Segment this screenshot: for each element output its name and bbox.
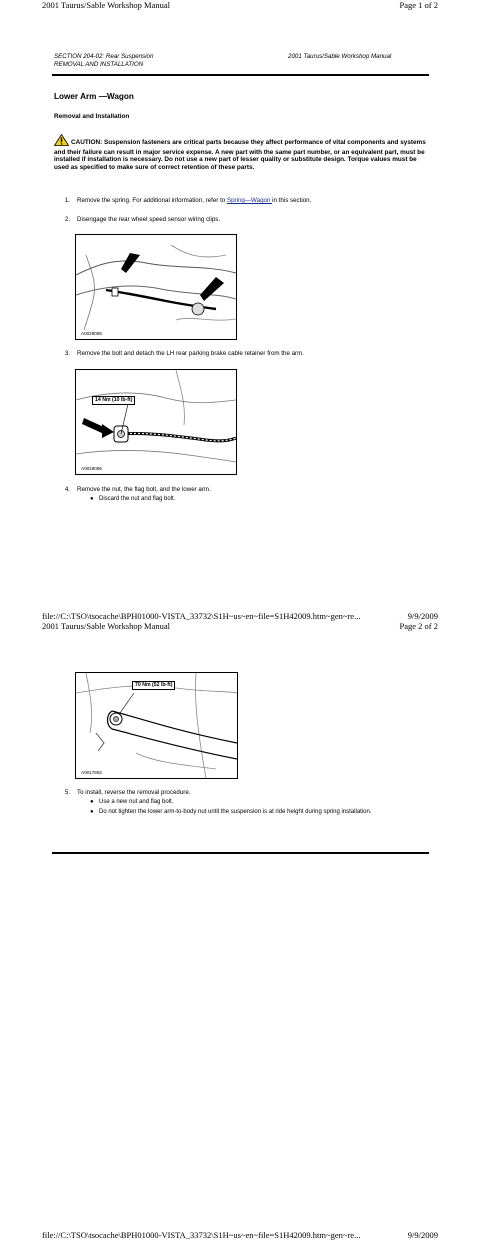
figure-parking-brake-cable-retainer bbox=[75, 369, 237, 475]
step-5-bullet-1 bbox=[90, 799, 420, 806]
section-header bbox=[54, 53, 153, 69]
bottom-divider bbox=[52, 852, 429, 854]
step-1 bbox=[56, 197, 426, 205]
page2-header-left: 2001 Taurus/Sable Workshop Manual bbox=[42, 621, 171, 631]
bullet-icon: ● bbox=[90, 496, 94, 502]
step-1-number: 1. bbox=[64, 197, 70, 204]
step-5-bullet-1-text: Use a new nut and flag bolt. bbox=[99, 799, 174, 805]
step-4-bullet-1 bbox=[90, 496, 420, 503]
page1-footer-date: 9/9/2009 bbox=[407, 611, 438, 621]
step-4-bullet-1-text: Discard the nut and flag bolt. bbox=[99, 496, 176, 502]
step-5-bullet-2 bbox=[90, 809, 420, 816]
step-3-text: Remove the bolt and detach the LH rear parking brake cable retainer from the arm. bbox=[77, 350, 304, 357]
page1-header-right: Page 1 of 2 bbox=[399, 0, 438, 10]
step-5-bullet-2-text: Do not tighten the lower arm-to-body nut until the suspension is at ride height during spring installation. bbox=[99, 809, 372, 815]
top-divider bbox=[52, 74, 429, 76]
procedure-subtitle: Removal and Installation bbox=[54, 113, 130, 120]
page2-header-right: Page 2 of 2 bbox=[399, 621, 438, 631]
spring-wagon-link[interactable]: Spring—Wagon bbox=[226, 197, 273, 204]
step-5-text: To install, reverse the removal procedure. bbox=[77, 789, 191, 796]
figure-2-id: A0029086 bbox=[81, 466, 102, 471]
manual-title: 2001 Taurus/Sable Workshop Manual bbox=[288, 53, 392, 60]
page2-footer-date: 9/9/2009 bbox=[407, 1230, 438, 1240]
step-2-number: 2. bbox=[64, 216, 70, 223]
caution-text: CAUTION: Suspension fasteners are critical parts because they affect performance of vital components and systems and their failure can result in major service expense. A new part with the same part number, or an equivalent part, must be installed if installation is necessary. Do not use a new part of lesser quality or substitute design. Torque values must be used as specified to make sure of correct retention of these parts. bbox=[54, 139, 426, 171]
step-5 bbox=[56, 789, 426, 797]
step-5-number: 5. bbox=[64, 789, 70, 796]
step-4-text: Remove the nut, the flag bolt, and the lower arm. bbox=[77, 486, 211, 493]
step-4-number: 4. bbox=[64, 486, 70, 493]
section-line1: SECTION 204-02: Rear Suspension bbox=[54, 53, 154, 60]
figure-lower-arm-nut bbox=[75, 672, 238, 779]
step-4 bbox=[56, 486, 426, 494]
step-2-text: Disengage the rear wheel speed sensor wiring clips. bbox=[77, 216, 221, 223]
step-1-text-post: in this section. bbox=[272, 197, 312, 204]
page1-footer-path: file://C:\TSO\tsocache\BPH01000-VISTA_33732\S1H~us~en~file=S1H42009.htm~gen~re... bbox=[42, 611, 361, 621]
step-1-text-pre: Remove the spring. For additional information, refer to bbox=[77, 197, 227, 204]
bullet-icon: ● bbox=[90, 799, 94, 805]
page1-header-left: 2001 Taurus/Sable Workshop Manual bbox=[42, 0, 171, 10]
step-2 bbox=[56, 216, 426, 224]
figure-wheel-speed-sensor-clips bbox=[75, 234, 237, 340]
bullet-icon: ● bbox=[90, 809, 94, 815]
page-title: Lower Arm —Wagon bbox=[54, 92, 134, 101]
fig3-torque-label: 70 Nm (52 lb-ft) bbox=[132, 681, 175, 690]
step-3 bbox=[56, 350, 426, 358]
figure-1-id: A0029085 bbox=[81, 331, 102, 336]
page2-footer-path: file://C:\TSO\tsocache\BPH01000-VISTA_33732\S1H~us~en~file=S1H42009.htm~gen~re... bbox=[42, 1230, 361, 1240]
fig2-torque-label: 14 Nm (10 lb-ft) bbox=[92, 396, 135, 405]
caution-block bbox=[54, 134, 426, 171]
step-3-number: 3. bbox=[64, 350, 70, 357]
section-line2: REMOVAL AND INSTALLATION bbox=[54, 61, 144, 68]
figure-3-id: A0017862 bbox=[81, 770, 102, 775]
warning-triangle-icon bbox=[54, 134, 69, 149]
